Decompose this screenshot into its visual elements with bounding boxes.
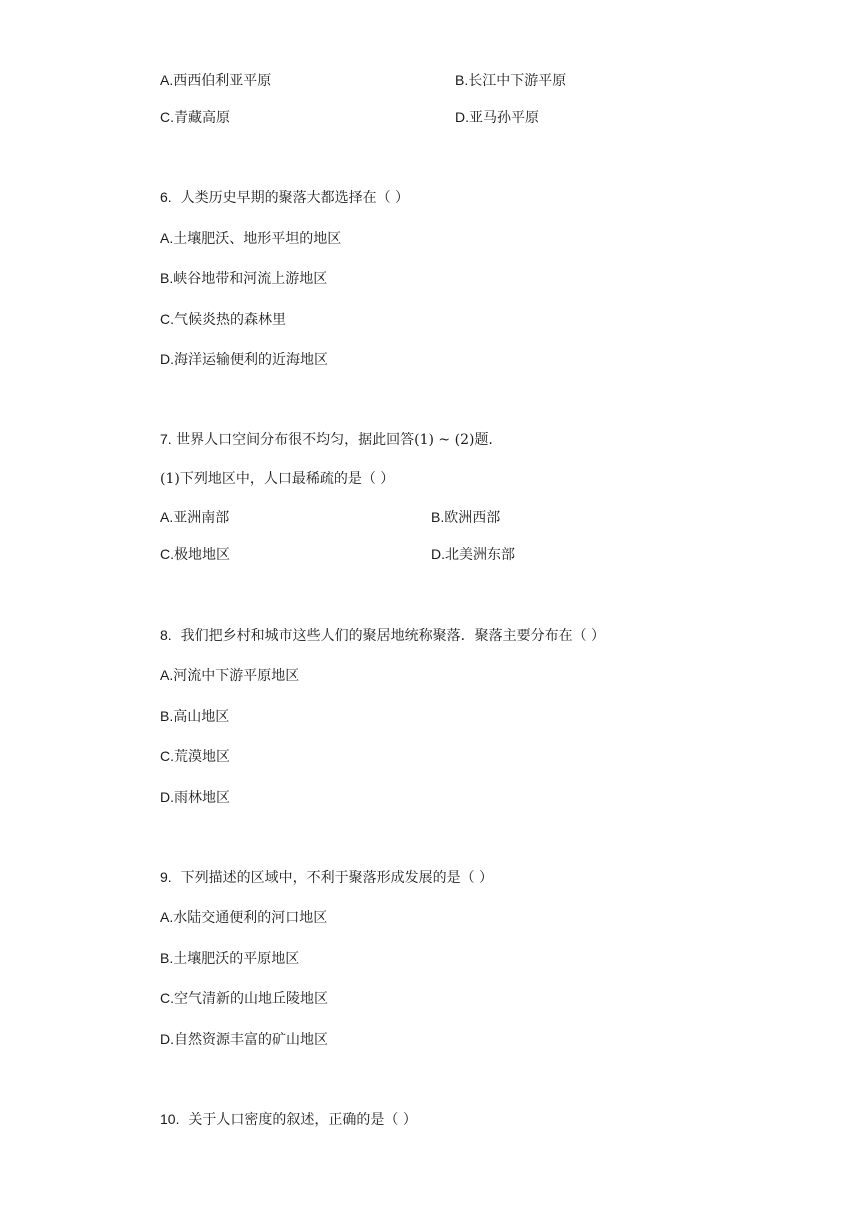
q8-stem: 8. 我们把乡村和城市这些人们的聚居地统称聚落．聚落主要分布在（ ） [160, 627, 606, 644]
q9-option-d: D.自然资源丰富的矿山地区 [160, 1031, 328, 1048]
q9-option-a: A.水陆交通便利的河口地区 [160, 909, 328, 926]
q5-option-d: D.亚马孙平原 [455, 109, 539, 126]
q7-math-range: (1) ~ (2) [414, 432, 475, 448]
q8-option-d: D.雨林地区 [160, 789, 230, 806]
q8-option-c: C.荒漠地区 [160, 748, 230, 765]
q7-sub1-stem: (1)下列地区中，人口最稀疏的是（ ） [160, 471, 395, 487]
q9-stem: 9. 下列描述的区域中，不利于聚落形成发展的是（ ） [160, 869, 494, 886]
q6-option-b: B.峡谷地带和河流上游地区 [160, 270, 328, 287]
q7-option-b: B.欧洲西部 [431, 509, 501, 526]
q6-stem: 6. 人类历史早期的聚落大都选择在（ ） [160, 189, 410, 206]
q6-option-c: C.气候炎热的森林里 [160, 311, 286, 328]
q5-option-a: A.西西伯利亚平原 [160, 72, 272, 89]
q5-option-b: B.长江中下游平原 [455, 72, 567, 89]
q7-option-a: A.亚洲南部 [160, 509, 230, 526]
q8-option-b: B.高山地区 [160, 708, 230, 725]
q9-option-b: B.土壤肥沃的平原地区 [160, 950, 300, 967]
q10-stem: 10. 关于人口密度的叙述，正确的是（ ） [160, 1111, 417, 1128]
q5-option-c: C.青藏高原 [160, 109, 230, 126]
q7-option-c: C.极地地区 [160, 546, 230, 563]
q6-option-d: D.海洋运输便利的近海地区 [160, 351, 328, 368]
q9-option-c: C.空气清新的山地丘陵地区 [160, 990, 328, 1007]
q8-option-a: A.河流中下游平原地区 [160, 667, 300, 684]
q7-stem: 7. 世界人口空间分布很不均匀，据此回答(1) ~ (2)题. [160, 431, 493, 448]
q6-option-a: A.土壤肥沃、地形平坦的地区 [160, 230, 342, 247]
q7-option-d: D.北美洲东部 [431, 546, 515, 563]
